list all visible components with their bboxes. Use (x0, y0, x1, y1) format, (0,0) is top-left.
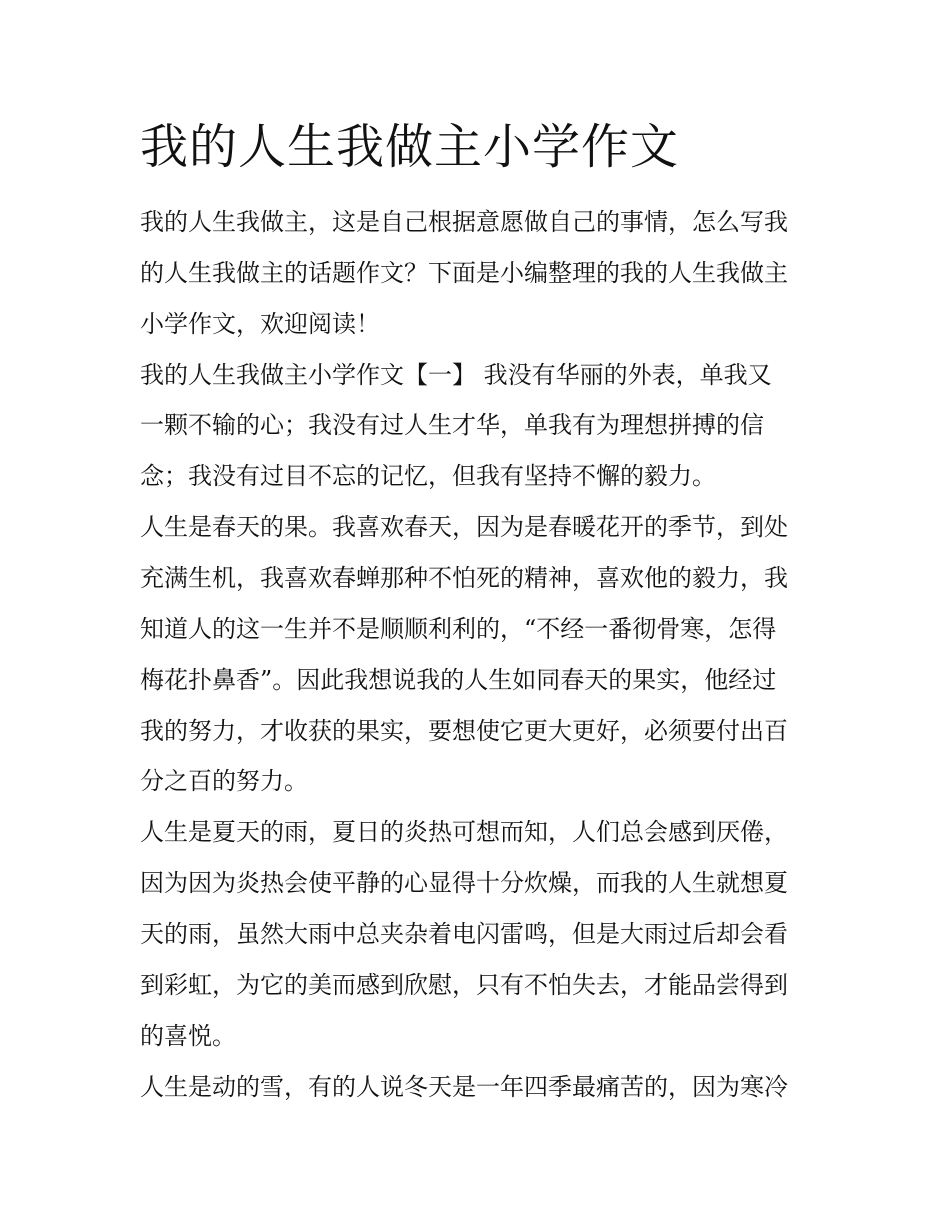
text-line: 人生是春天的果。我喜欢春天，因为是春暖花开的季节，到处 (140, 513, 788, 541)
text-line: 的人生我做主的话题作文？下面是小编整理的我的人生我做主 (140, 259, 788, 287)
text-line: 到彩虹，为它的美而感到欣慰，只有不怕失去，才能品尝得到 (140, 971, 788, 999)
text-line: 人生是动的雪，有的人说冬天是一年四季最痛苦的，因为寒冷 (140, 1073, 788, 1101)
text-line: 小学作文，欢迎阅读！ (140, 310, 380, 338)
text-line: 因为因为炎热会使平静的心显得十分炊燥，而我的人生就想夏 (140, 869, 788, 897)
text-line: 我的人生我做主小学作文【一】 我没有华丽的外表，单我又 (140, 361, 772, 389)
text-line: 我的人生我做主，这是自己根据意愿做自己的事情，怎么写我 (140, 208, 788, 236)
text-line: 充满生机，我喜欢春蝉那种不怕死的精神，喜欢他的毅力，我 (140, 564, 788, 592)
text-line: 人生是夏天的雨，夏日的炎热可想而知，人们总会感到厌倦， (140, 818, 788, 846)
text-line: 我的努力，才收获的果实，要想使它更大更好，必须要付出百 (140, 717, 788, 745)
text-line: 知道人的这一生并不是顺顺利利的，“不经一番彻骨寒，怎得 (140, 615, 777, 643)
text-line: 天的雨，虽然大雨中总夹杂着电闪雷鸣，但是大雨过后却会看 (140, 920, 788, 948)
text-line: 分之百的努力。 (140, 767, 308, 795)
text-line: 的喜悦。 (140, 1022, 236, 1050)
document-title: 我的人生我做主小学作文 (140, 119, 680, 175)
text-line: 念；我没有过目不忘的记忆，但我有坚持不懈的毅力。 (140, 462, 716, 490)
text-line: 一颗不输的心；我没有过人生才华，单我有为理想拼搏的信 (140, 411, 764, 439)
text-line: 梅花扑鼻香”。因此我想说我的人生如同春天的果实，他经过 (140, 666, 777, 694)
